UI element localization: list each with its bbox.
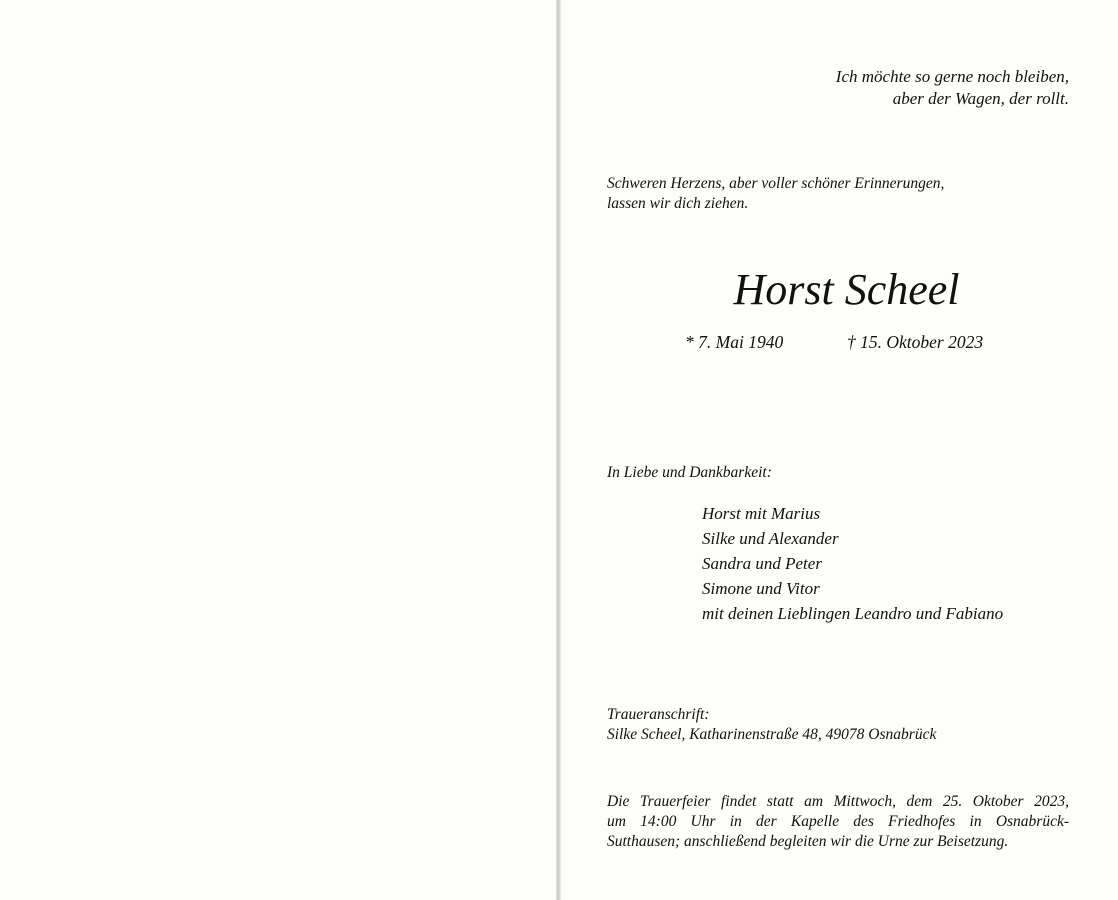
mourning-address — [607, 705, 936, 745]
mourner-name: Simone und Vitor — [702, 579, 820, 598]
mourners-list — [702, 501, 1003, 626]
address-label: Traueranschrift: — [607, 706, 710, 723]
ceremony-line-2: um 14:00 Uhr in der Kapelle des Friedhofes in Osnabrück- — [607, 813, 1069, 830]
intro-text — [607, 174, 944, 214]
intro-line-2: lassen wir dich ziehen. — [607, 195, 749, 212]
birth-date: * 7. Mai 1940 — [685, 332, 784, 352]
deceased-name: Horst Scheel — [733, 265, 960, 314]
address-value: Silke Scheel, Katharinenstraße 48, 49078 Osnabrück — [607, 726, 937, 743]
death-date: † 15. Oktober 2023 — [847, 332, 984, 352]
intro-line-1: Schweren Herzens, aber voller schöner Erinnerungen, — [607, 175, 945, 192]
mourner-name: Silke und Alexander — [702, 529, 839, 548]
right-page — [561, 0, 1118, 900]
mourner-name: Horst mit Marius — [702, 504, 821, 523]
mourner-name: mit deinen Lieblingen Leandro und Fabiano — [702, 604, 1004, 623]
ceremony-line-3: Sutthausen; anschließend begleiten wir die Urne zur Beisetzung. — [607, 833, 1009, 850]
mourners-heading: In Liebe und Dankbarkeit: — [607, 464, 772, 481]
left-page — [0, 0, 556, 900]
mourner-name: Sandra und Peter — [702, 554, 822, 573]
motto-line-2: aber der Wagen, der rollt. — [892, 89, 1069, 108]
ceremony-info — [607, 792, 1069, 852]
motto-quote — [709, 66, 1069, 110]
motto-line-1: Ich möchte so gerne noch bleiben, — [835, 67, 1069, 86]
ceremony-line-1: Die Trauerfeier findet statt am Mittwoch, dem 25. Oktober 2023, — [607, 793, 1069, 810]
